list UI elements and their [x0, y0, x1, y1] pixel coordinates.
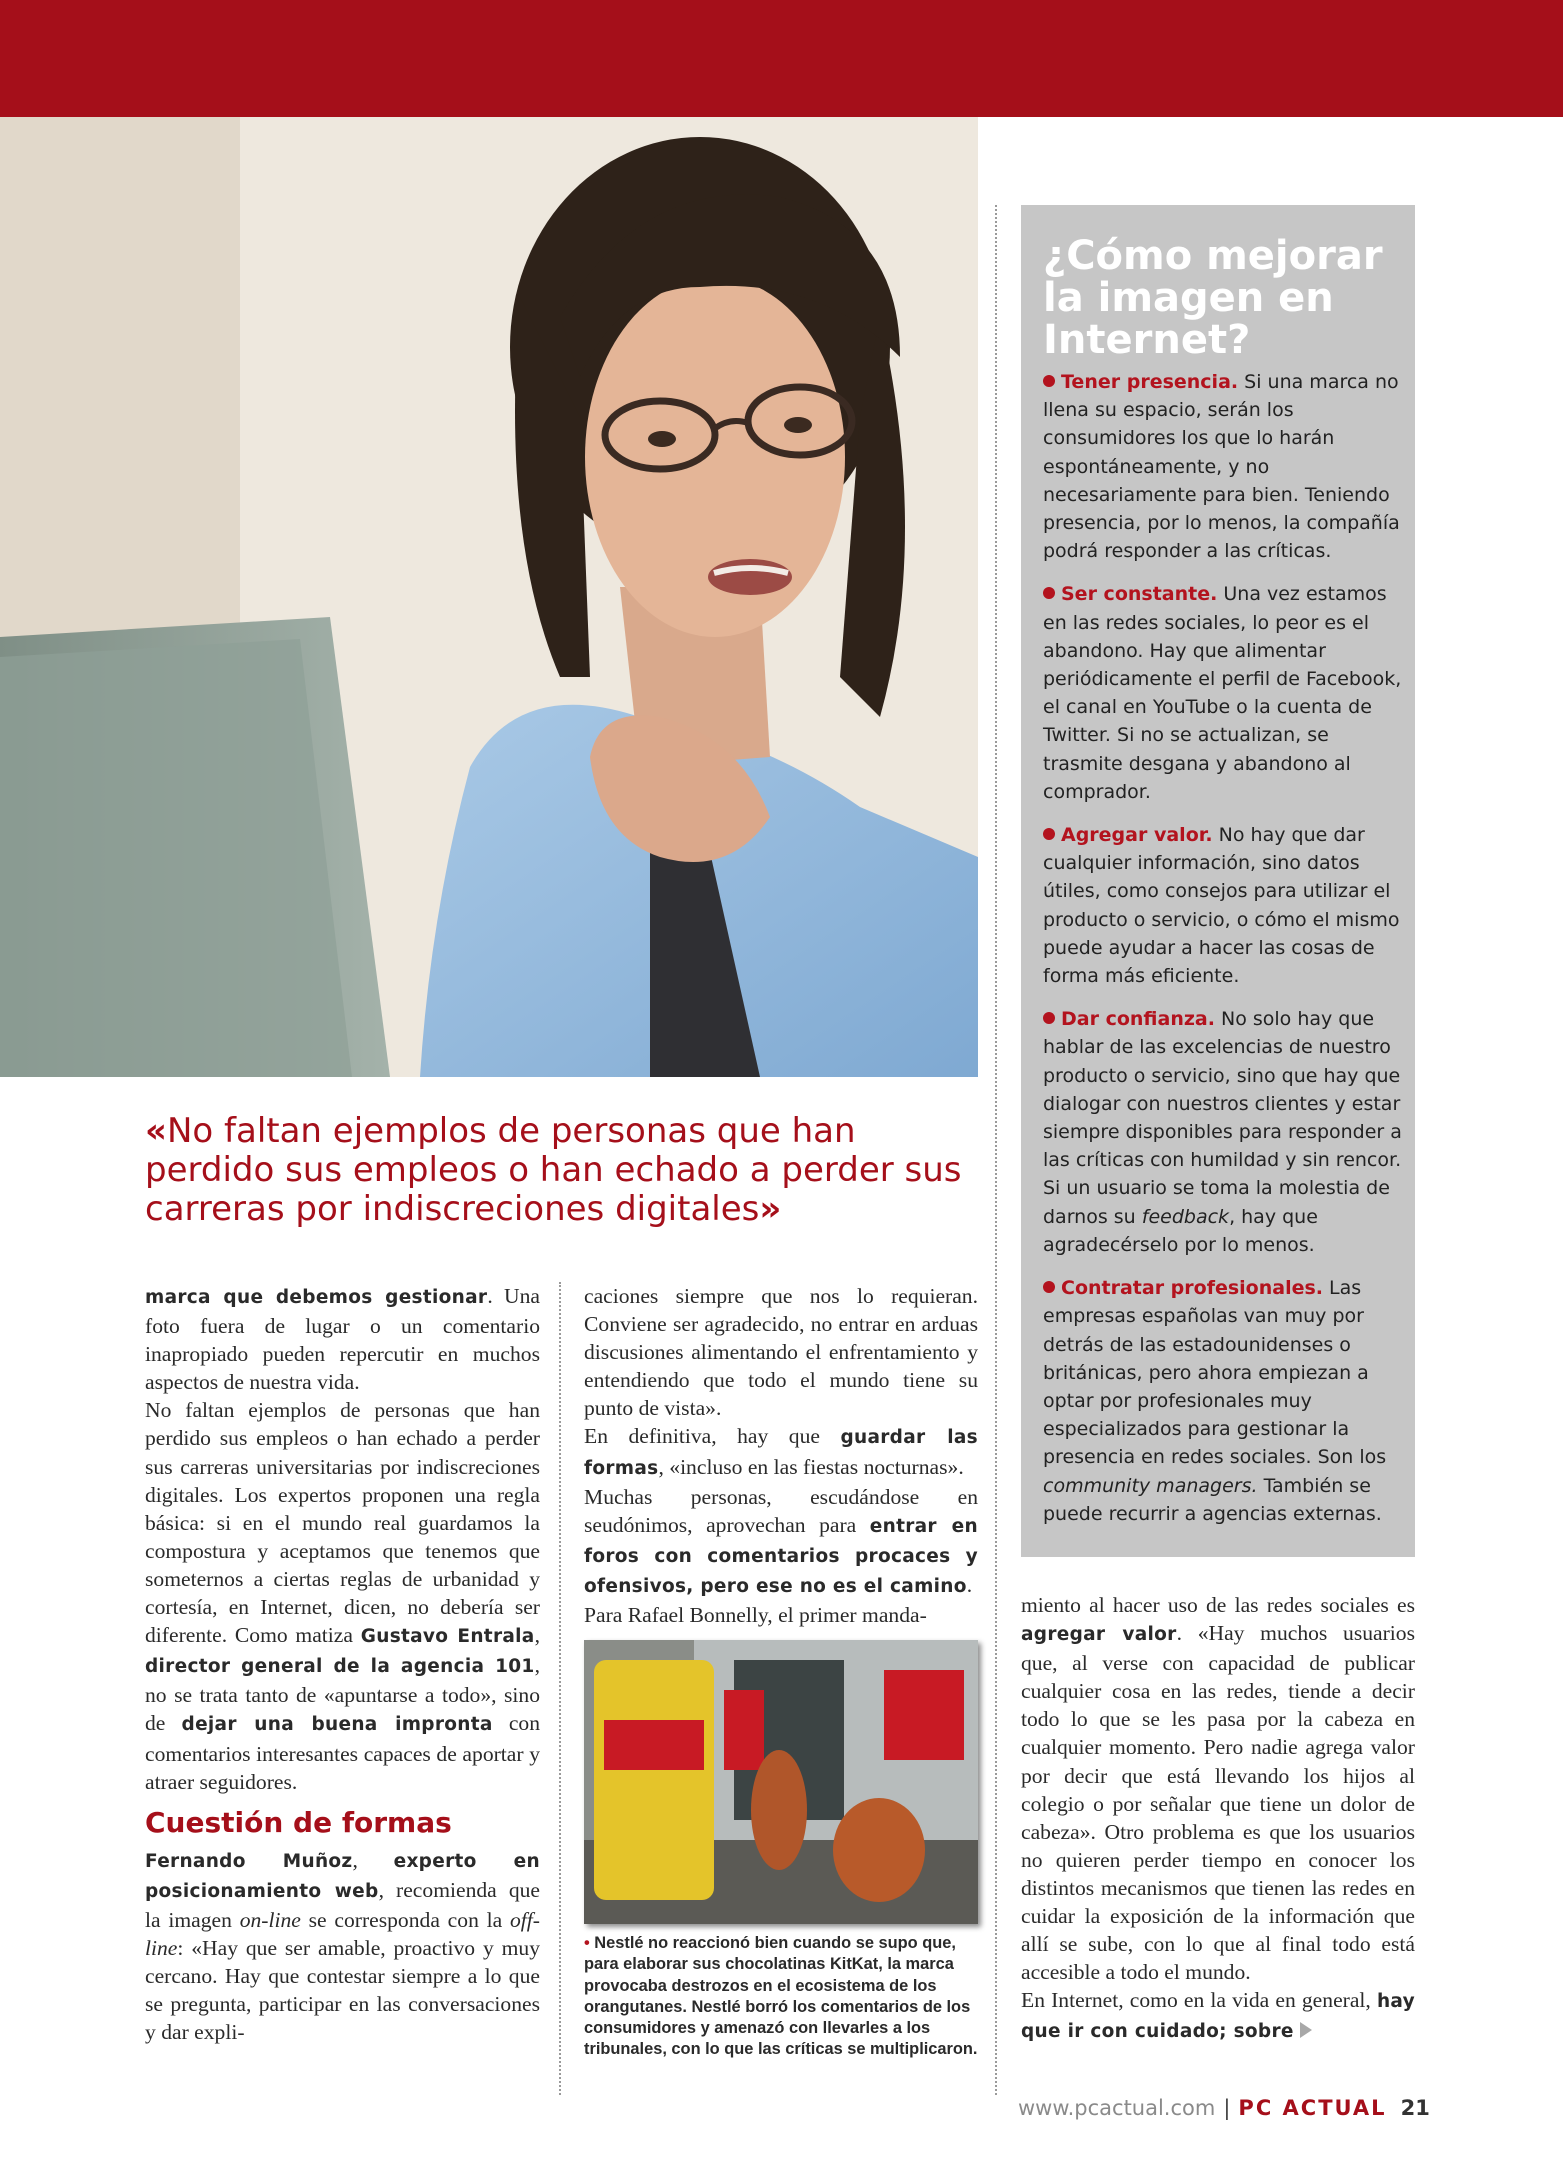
pull-quote — [145, 1112, 975, 1229]
bold-text: experto en posicionamiento web — [145, 1850, 540, 1902]
sidebar-item-text: No solo hay que hablar de las excelencias de nuestro producto o servicio, sino que hay que dialogar con nuestros clientes y estar siempre disponibles para responder a las críticas con humildad y sin rencor. Si un usuario se toma la molestia de darnos su — [1043, 1008, 1402, 1228]
sidebar-item-constante — [1043, 580, 1405, 806]
sidebar-item-head: Contratar profesionales. — [1061, 1277, 1324, 1300]
section-subheading: Cuestión de formas — [145, 1805, 452, 1839]
bold-text: entrar en foros con comentarios procaces y ofensivos, pero ese no es el camino — [584, 1515, 979, 1597]
main-photo — [0, 117, 978, 1077]
site-url[interactable]: www.pcactual.com — [1018, 2096, 1216, 2120]
paragraph — [145, 1396, 540, 1795]
text: miento al hacer uso de las redes sociales es — [1021, 1593, 1415, 1617]
text: Muchas personas, escudándose en seudónimos, aprovechan para — [584, 1484, 978, 1537]
sidebar-title: ¿Cómo mejorar la imagen en Internet? — [1043, 233, 1383, 363]
page-number: 21 — [1400, 2096, 1430, 2120]
protest-illustration — [584, 1640, 978, 1924]
photo-caption — [584, 1933, 978, 2061]
text: . — [966, 1572, 973, 1597]
body-column-3 — [1021, 1591, 1415, 2047]
continue-arrow-icon — [1300, 2022, 1312, 2038]
sidebar-item-valor — [1043, 821, 1405, 990]
sidebar-item-text: Una vez estamos en las redes sociales, lo peor es el abandono. Hay que alimentar periódicamente el perfil de Facebook, el canal en YouTube o la cuenta de Twitter. Si no se actualizan, se trasmite desgana y abandono al comprador. — [1043, 583, 1402, 803]
text: . «Hay muchos usuarios que, al verse con capacidad de publicar cualquier cosa en las redes, tiende a decir todo lo que se les pasa por la cabeza en cualquier momento. Pero nadie agrega valor por decir que está llevando los hijos al colegio o por señalar que tiene un dolor de cabeza». Otro problema es que los usuarios no quieren perder tiempo en conocer los distintos mecanismos que tienen las redes en cuidar la exposición de la información que allí se sube, con lo que al final todo está accesible a todo el mundo. — [1021, 1621, 1416, 1985]
column-divider — [995, 205, 997, 2095]
text: En Internet, como en la vida en general, — [1021, 1988, 1377, 2013]
bold-text: dejar una buena impronta — [181, 1714, 493, 1736]
bold-text: hay que ir con cuidado; sobre — [1021, 1991, 1415, 2043]
sidebar-item-confianza — [1043, 1005, 1405, 1259]
sidebar-item-presencia — [1043, 368, 1405, 565]
bold-text: guardar las formas — [584, 1427, 978, 1479]
sidebar-item-em: community managers. — [1043, 1474, 1258, 1497]
text: : «Hay que ser amable, proactivo y muy cercano. Hay que contestar siempre a lo que se pregunta, participar en las conversaciones y dar expli- — [145, 1935, 540, 2045]
italic-text: off-line — [145, 1907, 540, 1960]
paragraph — [145, 1282, 540, 1396]
quote-open-mark: « — [145, 1111, 167, 1151]
top-color-bar — [0, 0, 1563, 117]
sidebar-body — [1043, 368, 1405, 1543]
bold-text: Gustavo Entrala — [360, 1626, 535, 1648]
caption-bullet: • — [584, 1934, 590, 1952]
paragraph: caciones siempre que nos lo requieran. Conviene ser agradecido, no entrar en arduas discusiones alimentando el enfrentamiento y entendiendo que todo el mundo tiene su punto de vista». — [584, 1284, 978, 1421]
text: , recomienda que la imagen — [145, 1877, 540, 1932]
text: con comentarios interesantes capaces de aportar y atraer seguidores. — [145, 1711, 540, 1794]
paragraph — [1021, 1591, 1415, 1986]
bold-text: Fernando Muñoz — [145, 1850, 353, 1872]
bullet-icon — [1043, 1012, 1055, 1024]
paragraph — [145, 1846, 540, 2047]
bold-text: marca que debemos gestionar — [145, 1287, 488, 1308]
text: . Una foto fuera de lugar o un comentario inapropiado pueden repercutir en muchos aspectos de nuestra vida. — [145, 1284, 540, 1395]
text: se corresponda con la — [300, 1907, 510, 1932]
text: , no se trata tanto de «apuntarse a todo», sino de — [145, 1653, 540, 1736]
sidebar-item-head: Tener presencia. — [1061, 371, 1239, 393]
sidebar-item-profesionales — [1043, 1274, 1405, 1528]
paragraph — [584, 1483, 978, 1601]
magazine-name: PC ACTUAL — [1238, 2096, 1387, 2120]
sidebar-item-em: feedback — [1141, 1205, 1230, 1228]
bullet-icon — [1043, 828, 1055, 840]
pull-quote-text: No faltan ejemplos de personas que han perdido sus empleos o han echado a perder sus carreras por indiscreciones digitales — [145, 1111, 962, 1229]
sidebar-item-head: Agregar valor. — [1061, 824, 1213, 847]
text: , — [352, 1847, 394, 1872]
bold-text: director general de la agencia 101 — [145, 1656, 535, 1678]
portrait-illustration — [0, 117, 978, 1077]
body-column-1 — [145, 1282, 540, 2046]
sidebar-item-text: No hay que dar cualquier información, sino datos útiles, como consejos para utilizar el producto o servicio, o cómo el mismo puede ayudar a hacer las cosas de forma más eficiente. — [1043, 824, 1400, 988]
text: , «incluso en las fiestas nocturnas». — [658, 1454, 964, 1479]
news-photo — [584, 1640, 978, 1924]
italic-text: on-line — [239, 1907, 301, 1932]
caption-text: Nestlé no reaccionó bien cuando se supo que, para elaborar sus chocolatinas KitKat, la marca provocaba destrozos en el ecosistema de los orangutanes. Nestlé borró los comentarios de los consumidores y amenazó con llevarles a los tribunales, con lo que las críticas se multiplicaron. — [584, 1934, 978, 2059]
sidebar-item-head: Ser constante. — [1061, 583, 1218, 606]
text: No faltan ejemplos de personas que han perdido sus empleos o han echado a perder sus carreras universitarias por indiscreciones digitales. Los expertos proponen una regla básica: si en el mundo real guardamos la compostura y aceptamos que tenemos que someternos a ciertas reglas de urbanidad y cortesía, en Internet, dicen, no debería ser diferente. Como matiza — [145, 1398, 540, 1648]
column-divider — [559, 1282, 561, 2095]
sidebar-item-text2: También se puede recurrir a agencias externas. — [1043, 1474, 1382, 1525]
paragraph — [584, 1422, 978, 1482]
sidebar-item-text: Si una marca no llena su espacio, serán los consumidores los que lo harán espontáneamente, y no necesariamente para bien. Teniendo presencia, por lo menos, la compañía podrá responder a las críticas. — [1043, 371, 1400, 563]
page-footer — [1018, 2096, 1430, 2120]
bold-text: agregar valor — [1021, 1624, 1177, 1646]
paragraph — [1021, 1986, 1415, 2046]
sidebar-item-text2: , hay que agradecérselo por lo menos. — [1043, 1205, 1318, 1256]
bullet-icon — [1043, 1281, 1055, 1293]
sidebar-item-text: Las empresas españolas van muy por detrás de las estadounidenses o británicas, pero ahora empiezan a optar por profesionales muy especializados para gestionar la presencia en redes sociales. Son los — [1043, 1277, 1387, 1469]
quote-close-mark: » — [759, 1189, 782, 1229]
bullet-icon — [1043, 375, 1055, 387]
text: , — [534, 1623, 540, 1648]
footer-separator: | — [1223, 2096, 1231, 2120]
sidebar-item-head: Dar confianza. — [1061, 1008, 1215, 1031]
paragraph: Para Rafael Bonnelly, el primer manda- — [584, 1603, 927, 1628]
tips-sidebar — [1021, 205, 1415, 1557]
text: En definitiva, hay que — [584, 1424, 841, 1449]
body-column-2 — [584, 1282, 978, 1629]
bullet-icon — [1043, 587, 1055, 599]
